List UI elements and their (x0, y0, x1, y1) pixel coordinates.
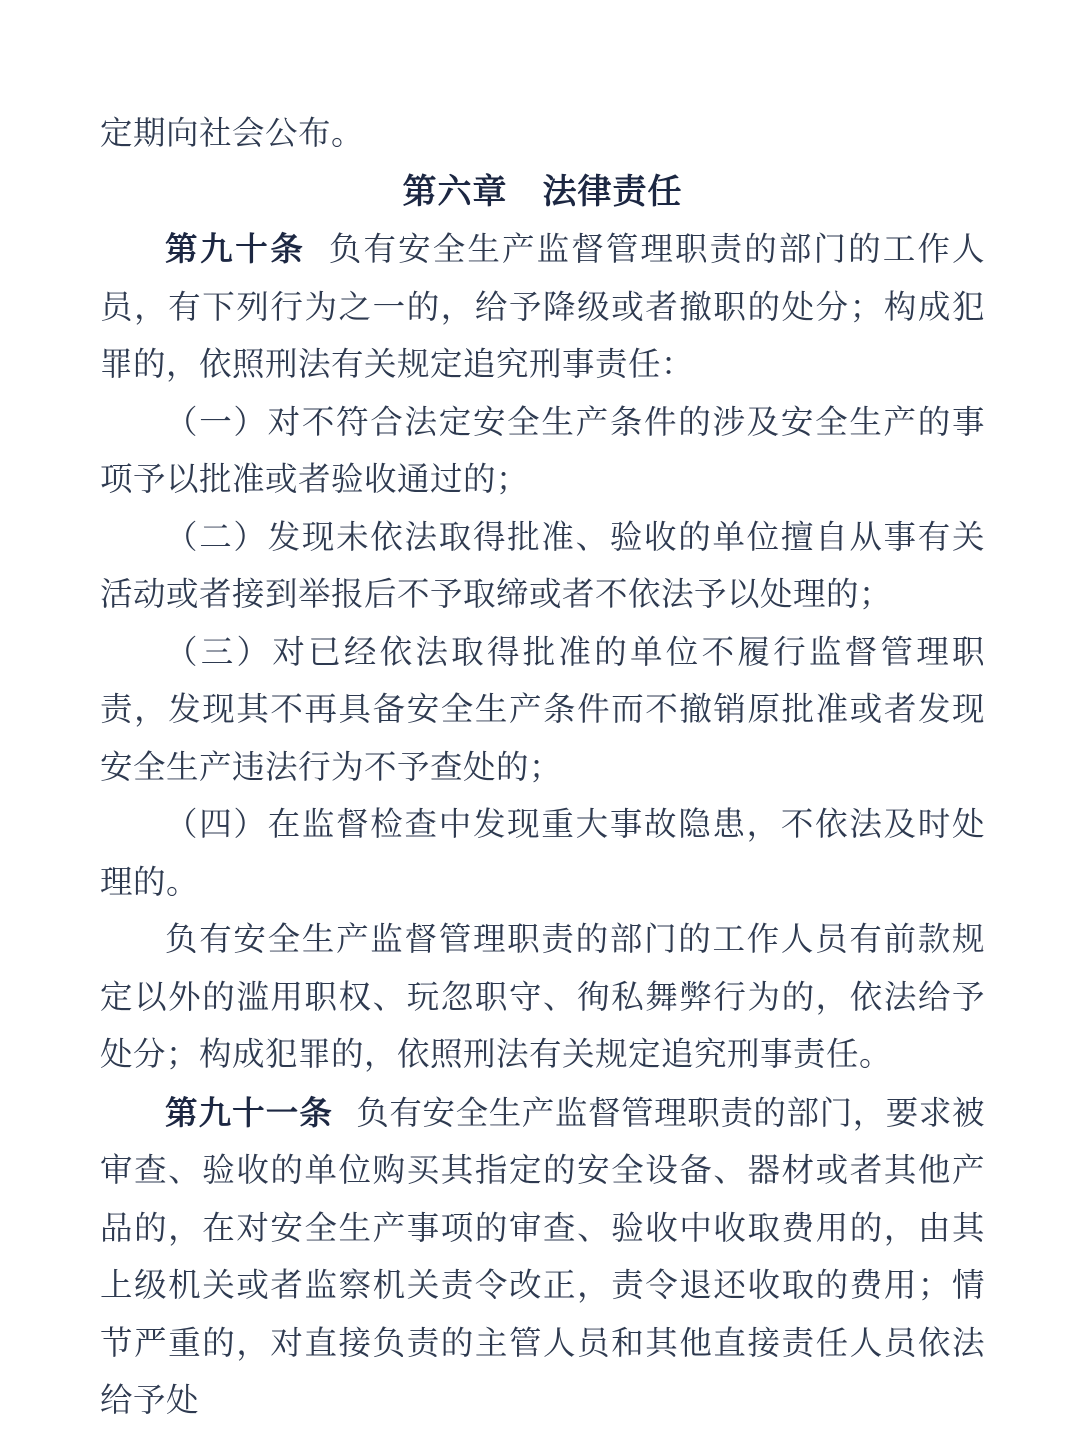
chapter-heading: 第六章 法律责任 (402, 172, 683, 211)
document-text-block (100, 106, 985, 1431)
article-91-number: 第九十一条 (165, 1094, 333, 1131)
article-90-item-1: （一）对不符合法定安全生产条件的涉及安全生产的事项予以批准或者验收通过的； (100, 404, 985, 498)
article-90-intro-text: 负有安全生产监督管理职责的部门的工作人员，有下列行为之一的，给予降级或者撤职的处分；构成犯罪的，依照刑法有关规定追究刑事责任： (100, 232, 985, 383)
article-90-item-2: （二）发现未依法取得批准、验收的单位擅自从事有关活动或者接到举报后不予取缔或者不依法予以处理的； (100, 519, 985, 613)
article-90-closing-paragraph: 负有安全生产监督管理职责的部门的工作人员有前款规定以外的滥用职权、玩忽职守、徇私舞弊行为的，依法给予处分；构成犯罪的，依照刑法有关规定追究刑事责任。 (100, 922, 985, 1073)
article-90-item-3: （三）对已经依法取得批准的单位不履行监督管理职责，发现其不再具备安全生产条件而不撤销原批准或者发现安全生产违法行为不予查处的； (100, 634, 985, 786)
article-90-number: 第九十条 (165, 231, 306, 267)
article-90-item-4: （四）在监督检查中发现重大事故隐患，不依法及时处理的。 (100, 807, 985, 901)
article-91-paragraph (100, 1085, 985, 1431)
article-91-text: 负有安全生产监督管理职责的部门，要求被审查、验收的单位购买其指定的安全设备、器材或者其他产品的，在对安全生产事项的审查、验收中收取费用的，由其上级机关或者监察机关责令改正，责令退还收取的费用；情节严重的，对直接负责的主管人员和其他直接责任人员依法给予处 (100, 1095, 985, 1419)
article-90-intro-paragraph (100, 221, 985, 395)
continuation-paragraph: 定期向社会公布。 (100, 116, 365, 152)
